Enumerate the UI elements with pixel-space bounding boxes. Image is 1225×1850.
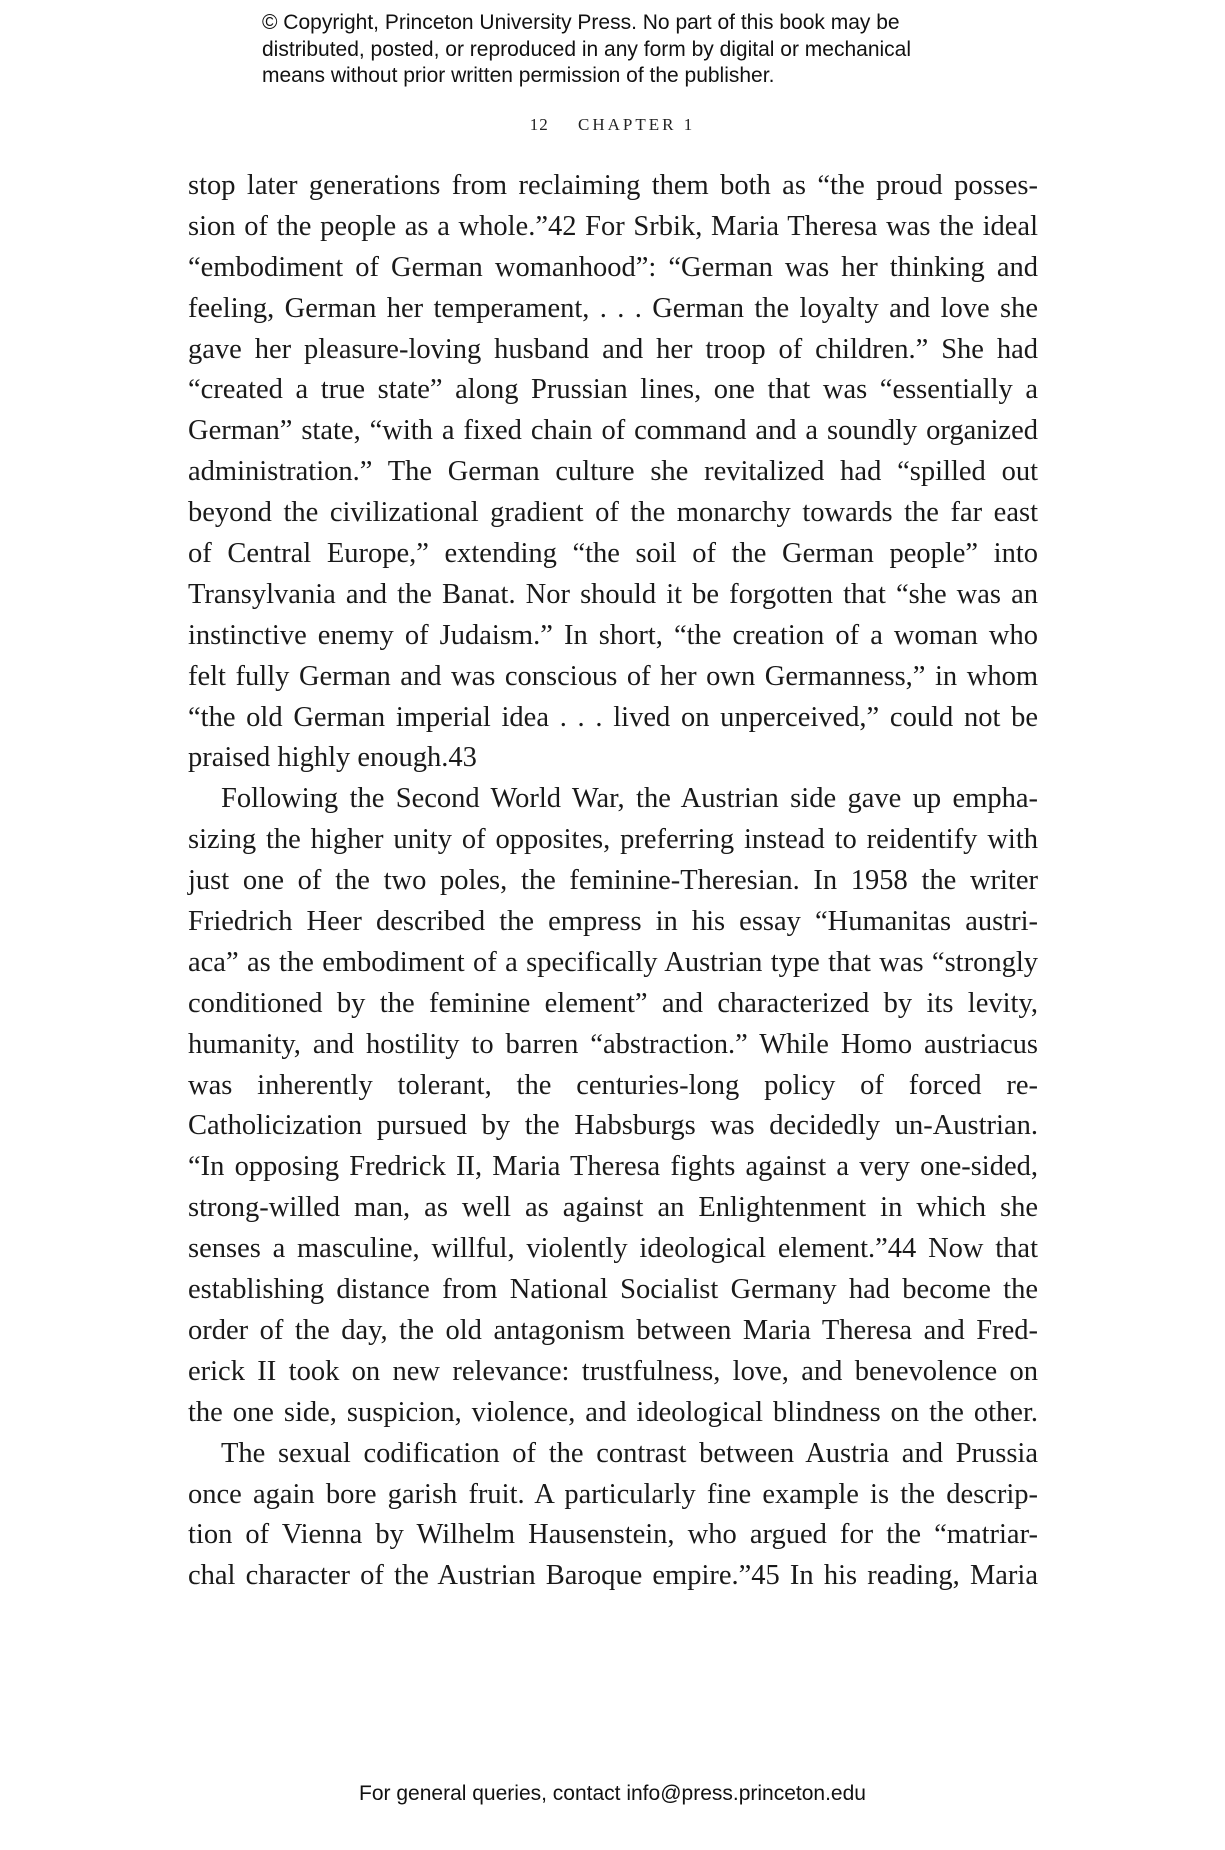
text-line: praised highly enough.43	[188, 742, 477, 774]
text-line: tion of Vienna by Wilhelm Hausenstein, who argued for the “matriar-	[188, 1519, 1038, 1551]
text-line: establishing distance from National Socialist Germany had become the	[188, 1274, 1038, 1306]
text-line: senses a masculine, willful, violently ideological element.”44 Now that	[188, 1233, 1038, 1265]
text-line: felt fully German and was conscious of her own Germanness,” in whom	[188, 660, 1038, 692]
copyright-line: © Copyright, Princeton University Press. No part of this book may be	[262, 11, 900, 34]
copyright-line: distributed, posted, or reproduced in any form by digital or mechanical	[262, 37, 912, 61]
text-line: “the old German imperial idea . . . lived on unperceived,” could not be	[188, 701, 1038, 733]
text-line: stop later generations from reclaiming them both as “the proud posses-	[188, 170, 1038, 201]
text-line: sion of the people as a whole.”42 For Srbik, Maria Theresa was the ideal	[188, 210, 1038, 242]
text-line: humanity, and hostility to barren “abstraction.” While Homo austriacus	[188, 1028, 1038, 1060]
chapter-label: CHAPTER 1	[578, 115, 696, 134]
footer-contact: For general queries, contact info@press.princeton.edu	[359, 1782, 866, 1805]
text-line: aca” as the embodiment of a specifically Austrian type that was “strongly	[188, 946, 1038, 978]
text-line: once again bore garish fruit. A particularly fine example is the descrip-	[188, 1478, 1038, 1510]
text-line: “embodiment of German womanhood”: “German was her thinking and	[188, 251, 1038, 283]
text-line: erick II took on new relevance: trustfulness, love, and benevolence on	[188, 1355, 1038, 1387]
text-line: “In opposing Fredrick II, Maria Theresa fights against a very one-sided,	[188, 1151, 1038, 1183]
text-line: was inherently tolerant, the centuries-long policy of forced re-	[188, 1069, 1038, 1101]
body-text	[188, 166, 1038, 1597]
text-line: administration.” The German culture she revitalized had “spilled out	[188, 456, 1038, 488]
text-line: of Central Europe,” extending “the soil of the German people” into	[188, 538, 1038, 570]
text-line: sizing the higher unity of opposites, preferring instead to reidentify with	[188, 824, 1038, 856]
text-line: conditioned by the feminine element” and characterized by its levity,	[188, 987, 1038, 1019]
text-line: chal character of the Austrian Baroque empire.”45 In his reading, Maria	[188, 1560, 1038, 1592]
text-line: The sexual codification of the contrast between Austria and Prussia	[221, 1437, 1038, 1469]
text-line: strong-willed man, as well as against an Enlightenment in which she	[188, 1192, 1038, 1224]
page-number: 12	[529, 115, 549, 134]
running-head	[0, 115, 1225, 135]
text-line: just one of the two poles, the feminine-Theresian. In 1958 the writer	[188, 865, 1038, 897]
copyright-line: means without prior written permission of the publisher.	[262, 64, 775, 87]
text-line: Catholicization pursued by the Habsburgs was decidedly un-Austrian.	[188, 1110, 1038, 1142]
copyright-notice	[262, 10, 982, 90]
text-line: Transylvania and the Banat. Nor should it be forgotten that “she was an	[188, 578, 1038, 610]
text-line: “created a true state” along Prussian lines, one that was “essentially a	[188, 374, 1038, 406]
text-line: gave her pleasure-loving husband and her troop of children.” She had	[188, 333, 1038, 365]
text-line: Friedrich Heer described the empress in his essay “Humanitas austri-	[188, 906, 1038, 938]
text-line: Following the Second World War, the Austrian side gave up empha-	[221, 783, 1038, 815]
text-line: the one side, suspicion, violence, and ideological blindness on the other.	[188, 1396, 1038, 1428]
text-line: beyond the civilizational gradient of the monarchy towards the far east	[188, 497, 1038, 529]
text-line: feeling, German her temperament, . . . German the loyalty and love she	[188, 292, 1038, 324]
text-line: order of the day, the old antagonism between Maria Theresa and Fred-	[188, 1314, 1038, 1346]
text-line: German” state, “with a fixed chain of command and a soundly organized	[188, 415, 1038, 447]
text-line: instinctive enemy of Judaism.” In short, “the creation of a woman who	[188, 619, 1038, 651]
